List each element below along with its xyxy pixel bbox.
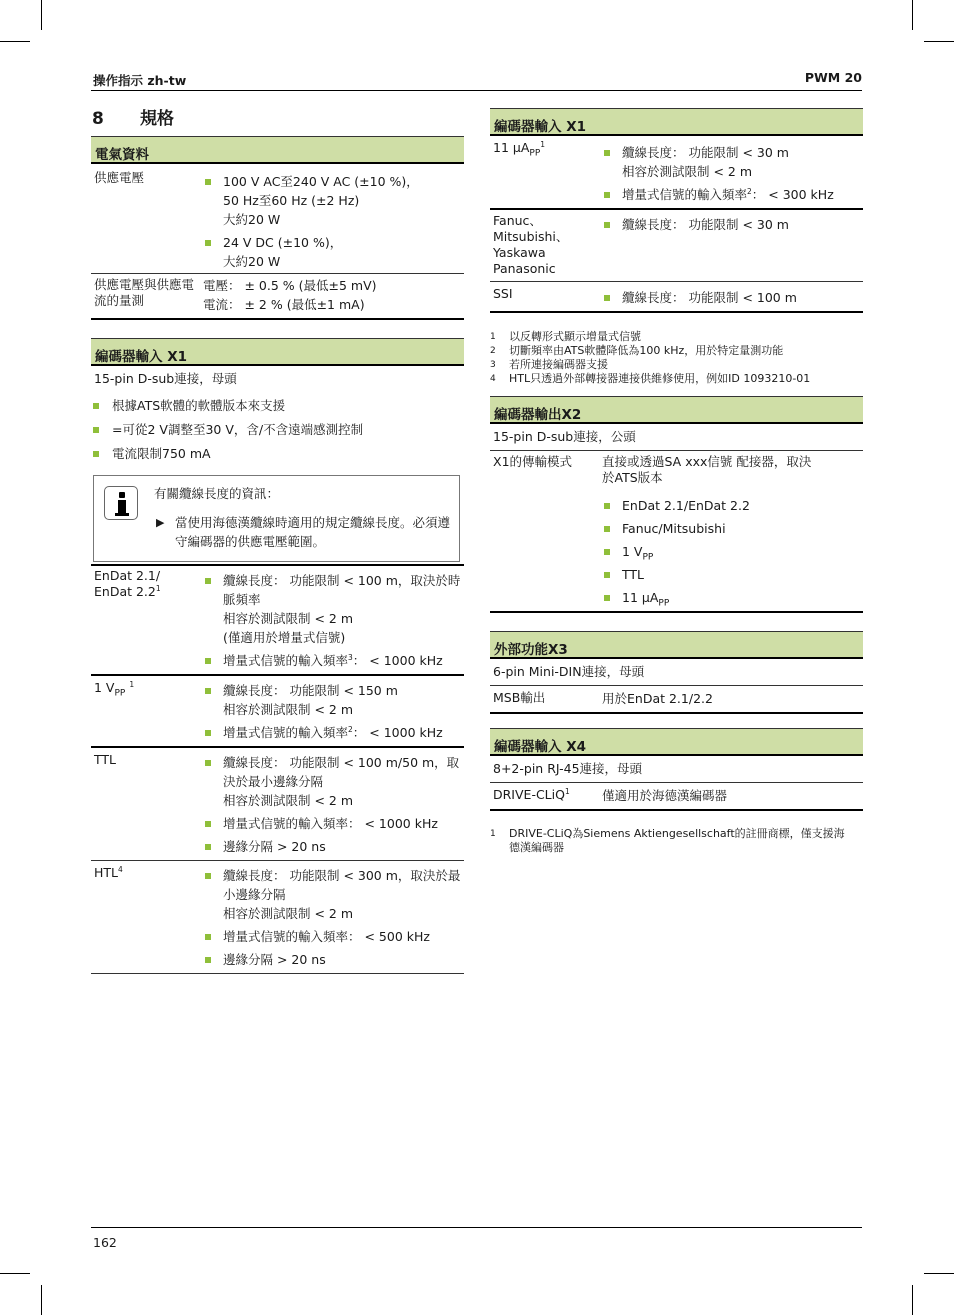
- footnote: 2 切斷頻率由ATS軟體降低為100 kHz，用於特定量測功能: [490, 344, 784, 357]
- list-item: 增量式信號的輸入頻率$^2$： < 300 kHz: [602, 185, 863, 204]
- bullet-list: [203, 571, 464, 670]
- doc-title: 操作指示 zh-tw: [93, 73, 187, 88]
- row-label: 供應電壓與供應電流的量測: [94, 277, 195, 308]
- crop-mark: [41, 1285, 42, 1315]
- table-row: [91, 274, 464, 320]
- external-function-x3-table: [490, 631, 863, 714]
- list-item: 纜線長度： 功能限制 < 30 m: [602, 215, 863, 234]
- table-row: [490, 136, 863, 210]
- encoder-output-x2-table: [490, 396, 863, 613]
- bullet-list: [203, 681, 464, 742]
- table-row: [91, 676, 464, 748]
- connector-text: 15-pin D-sub連接，公頭: [490, 424, 863, 451]
- table-row: X1的傳輸模式 直接或透過SA xxx信號 配接器，取決 於ATS版本 EnDat 2.1/EnDat 2.2 Fanuc/Mitsubishi 1 $V_{PP}$ TTL 11 µA$_{PP}$: [490, 451, 863, 613]
- section-title: 編碼器輸入 X4: [490, 728, 863, 756]
- chapter-heading: [91, 108, 464, 136]
- running-head: [91, 70, 862, 91]
- table-row: [91, 748, 464, 861]
- section-title: 編碼器輸入 X1: [91, 338, 464, 366]
- table-row: [91, 164, 464, 274]
- table-row: [91, 861, 464, 974]
- section-title: 編碼器輸入 X1: [490, 108, 863, 136]
- table-row: [91, 566, 464, 676]
- bullet-list: [203, 866, 464, 969]
- footer-rule: [91, 1227, 862, 1228]
- list-item: 增量式信號的輸入頻率$^2$： < 1000 kHz: [203, 723, 464, 742]
- connector-text: 6-pin Mini-DIN連接，母頭: [490, 659, 863, 686]
- encoder-input-x4-table: [490, 728, 863, 855]
- page-number: 162: [93, 1235, 117, 1250]
- arrow-right-icon: ▶: [156, 516, 165, 529]
- footnote: 1 以反轉形式顯示增量式信號: [490, 330, 641, 343]
- list-item: 100 V AC至240 V AC (±10 %)， 50 Hz至60 Hz (±2 Hz) 大約20 W: [203, 172, 464, 229]
- action-step: [154, 513, 451, 551]
- list-item: EnDat 2.1/EnDat 2.2: [602, 496, 863, 515]
- chapter-title: 規格: [140, 109, 174, 129]
- footnote: 3 若所連接編碼器支援: [490, 358, 608, 371]
- list-item: 增量式信號的輸入頻率： < 500 kHz: [203, 927, 464, 946]
- connector-text: 15-pin D-sub連接，母頭: [94, 371, 237, 386]
- crop-mark: [912, 1285, 913, 1315]
- footnote: 4 HTL只透過外部轉接器連接供維修使用，例如ID 1093210-01: [490, 372, 811, 385]
- list-item: 1 $V_{PP}$: [602, 542, 863, 561]
- row-label: HTL$^4$: [94, 864, 123, 880]
- encoder-input-x1-table: [91, 338, 464, 974]
- row-value: 僅適用於海德漢編碼器: [602, 788, 728, 803]
- table-row: [490, 783, 863, 811]
- product-name: PWM 20: [804, 70, 862, 85]
- footnotes: [490, 827, 863, 855]
- action-text: 當使用海德漢纜線時適用的規定纜線長度。必須遵守編碼器的供應電壓範圍。: [175, 515, 451, 549]
- info-icon: [104, 486, 138, 520]
- row-label: TTL: [94, 752, 117, 767]
- row-label: X1的傳輸模式: [493, 454, 573, 469]
- voltage-accuracy: 電壓： ± 0.5 % (最低±5 mV): [203, 278, 377, 293]
- crop-mark: [41, 0, 42, 30]
- row-label: 11 µA$_{PP}^1$: [493, 139, 546, 159]
- right-column: [490, 108, 863, 855]
- list-item: TTL: [602, 565, 863, 584]
- crop-mark: [924, 1273, 954, 1274]
- section-title: 外部功能X3: [490, 631, 863, 659]
- list-item: 電流限制750 mA: [91, 444, 464, 463]
- list-item: 增量式信號的輸入頻率： < 1000 kHz: [203, 814, 464, 833]
- row-label: MSB輸出: [493, 690, 546, 705]
- crop-mark: [912, 0, 913, 30]
- footnotes: [490, 330, 863, 386]
- crop-mark: [924, 41, 954, 42]
- footnote: 1 DRIVE-CLiQ為Siemens Aktiengesellschaft的註冊商標，僅支援海 德漢編碼器: [490, 827, 845, 854]
- row-value: 用於EnDat 2.1/2.2: [602, 691, 713, 706]
- list-item: Fanuc/Mitsubishi: [602, 519, 863, 538]
- list-item: 邊緣分隔 > 20 ns: [203, 950, 464, 969]
- info-heading: 有關纜線長度的資訊：: [154, 486, 280, 501]
- row-label: 1 $V_{PP}$ $^1$: [94, 679, 135, 699]
- bullet-list: [91, 396, 464, 463]
- connector-text: 8+2-pin RJ-45連接，母頭: [490, 756, 863, 783]
- list-item: 增量式信號的輸入頻率$^3$： < 1000 kHz: [203, 651, 464, 670]
- table-row: [490, 210, 863, 282]
- list-item: 纜線長度： 功能限制 < 30 m 相容於測試限制 < 2 m: [602, 143, 863, 181]
- list-item: =可從2 V調整至30 V，含/不含遠端感測控制: [91, 420, 464, 439]
- list-item: 纜線長度： 功能限制 < 150 m 相容於測試限制 < 2 m: [203, 681, 464, 719]
- chapter-number: 8: [92, 109, 104, 129]
- bullet-list: [203, 172, 464, 271]
- section-title: 編碼器輸出X2: [490, 396, 863, 424]
- encoder-input-x1-cont-table: [490, 108, 863, 386]
- row-label: SSI: [493, 286, 513, 301]
- bullet-list: [602, 143, 863, 204]
- electrical-data-table: [91, 136, 464, 320]
- bullet-list: [602, 496, 863, 607]
- list-item: 纜線長度： 功能限制 < 100 m，取決於時脈頻率 相容於測試限制 < 2 m (僅適用於增量式信號): [203, 571, 464, 647]
- bullet-list: [602, 215, 863, 234]
- bullet-list: [602, 288, 863, 307]
- list-item: 纜線長度： 功能限制 < 100 m: [602, 288, 863, 307]
- row-label: EnDat 2.1/ EnDat $2.2^1$: [94, 568, 161, 599]
- row-label: DRIVE-CLiQ$^1$: [493, 786, 570, 802]
- crop-mark: [0, 1273, 30, 1274]
- list-item: 纜線長度： 功能限制 < 300 m，取決於最小邊緣分隔 相容於測試限制 < 2 m: [203, 866, 464, 923]
- list-item: 11 µA$_{PP}$: [602, 588, 863, 607]
- table-row: [490, 282, 863, 313]
- list-item: 纜線長度： 功能限制 < 100 m/50 m，取決於最小邊緣分隔 相容於測試限制 < 2 m: [203, 753, 464, 810]
- current-accuracy: 電流： ± 2 % (最低±1 mA): [203, 297, 365, 312]
- left-column: [91, 108, 464, 974]
- crop-mark: [0, 41, 30, 42]
- row-label: Fanuc、 Mitsubishi、 Yaskawa Panasonic: [493, 213, 569, 276]
- list-item: 根據ATS軟體的軟體版本來支援: [91, 396, 464, 415]
- row-label: 供應電壓: [94, 170, 145, 185]
- bullet-list: [203, 753, 464, 856]
- list-item: 邊緣分隔 > 20 ns: [203, 837, 464, 856]
- info-box: [93, 475, 460, 562]
- list-item: 24 V DC (±10 %)， 大約20 W: [203, 233, 464, 271]
- table-row: [490, 686, 863, 714]
- section-title: 電氣資料: [91, 136, 464, 164]
